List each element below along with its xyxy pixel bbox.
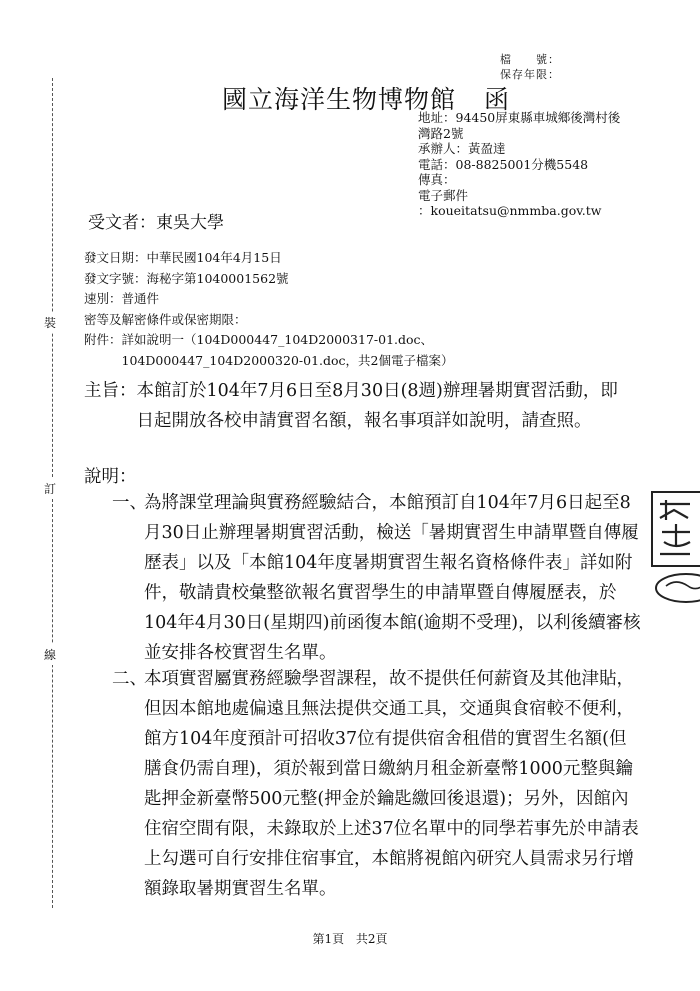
doc-type: 函: [484, 85, 511, 114]
recipient: 受文者：東吳大學: [88, 213, 224, 233]
binding-mark-ding: 訂: [44, 478, 56, 499]
contact-block: [418, 110, 623, 219]
page-number: 第1頁: [312, 932, 345, 946]
speed: 速別：普通件: [84, 291, 160, 306]
explanation-label: 說明：: [84, 467, 137, 487]
contact-email-label: 電子郵件: [418, 187, 469, 203]
subject: [84, 376, 624, 436]
file-number-label: 檔 號：: [500, 53, 560, 66]
retention-label: 保存年限：: [500, 68, 560, 81]
page-footer: [0, 930, 700, 947]
attachment-label: 附件：: [84, 332, 122, 347]
explanation-item-2: [112, 664, 642, 904]
contact-email: ：koueitatsu@nmmba.gov.tw: [418, 203, 602, 218]
item-number: 一、: [112, 493, 147, 513]
item-text: 為將課堂理論與實務經驗結合，本館預訂自104年7月6日起至8月30日止辦理暑期實習活動，檢送「暑期實習生申請單暨自傳履歷表」以及「本館104年度暑期實習生報名資格條件表」詳如附件，敬請貴校彙整欲報名實習學生的申請單暨自傳履歷表，於104年4月30日(星期四)前函復本館(逾期不受理)，以利後續審核並安排各校實習生名單。: [144, 493, 641, 663]
page-total: 共2頁: [355, 932, 388, 946]
organization-name: 國立海洋生物博物館: [222, 85, 457, 114]
issue-date: 發文日期：中華民國104年4月15日: [84, 250, 282, 265]
doc-number: 發文字號：海秘字第1040001562號: [84, 270, 289, 286]
file-meta: [500, 52, 560, 82]
confidentiality: 密等及解密條件或保密期限：: [84, 311, 247, 327]
item-number: 二、: [112, 669, 147, 689]
subject-label: 主旨：: [84, 381, 137, 401]
explanation-item-1: [112, 488, 642, 668]
contact-fax: 傳真：: [418, 172, 456, 187]
subject-text: 本館訂於104年7月6日至8月30日(8週)辦理暑期實習活動，即日起開放各校申請實習名額，報名事項詳如說明，請查照。: [136, 381, 618, 431]
official-seal: [648, 488, 700, 608]
contact-phone: 電話：08-8825001分機5548: [418, 156, 589, 172]
attachment: [84, 330, 592, 371]
binding-mark-zhuang: 裝: [44, 312, 56, 333]
attachment-value: 詳如說明一（104D000447_104D2000317-01.doc、104D000447_104D2000320-01.doc，共2個電子檔案）: [121, 332, 454, 368]
contact-address: 地址：94450屏東縣車城鄉後灣村後灣路2號: [418, 110, 621, 141]
contact-handler: 承辦人：黃盈達: [418, 141, 506, 156]
document-meta: [84, 248, 592, 371]
item-text: 本項實習屬實務經驗學習課程，故不提供任何薪資及其他津貼，但因本館地處偏遠且無法提供交通工具，交通與食宿較不便利，館方104年度預計可招收37位有提供宿舍租借的實習生名額(但膳食仍需自理)，須於報到當日繳納月租金新臺幣1000元整與鑰匙押金新臺幣500元整(押金於鑰匙繳回後退還)；另外，因館內住宿空間有限，未錄取於上述37位名單中的同學若事先於申請表上勾選可自行安排住宿事宜，本館將視館內研究人員需求另行增額錄取暑期實習生名單。: [144, 669, 639, 899]
binding-mark-xian: 線: [44, 644, 56, 665]
